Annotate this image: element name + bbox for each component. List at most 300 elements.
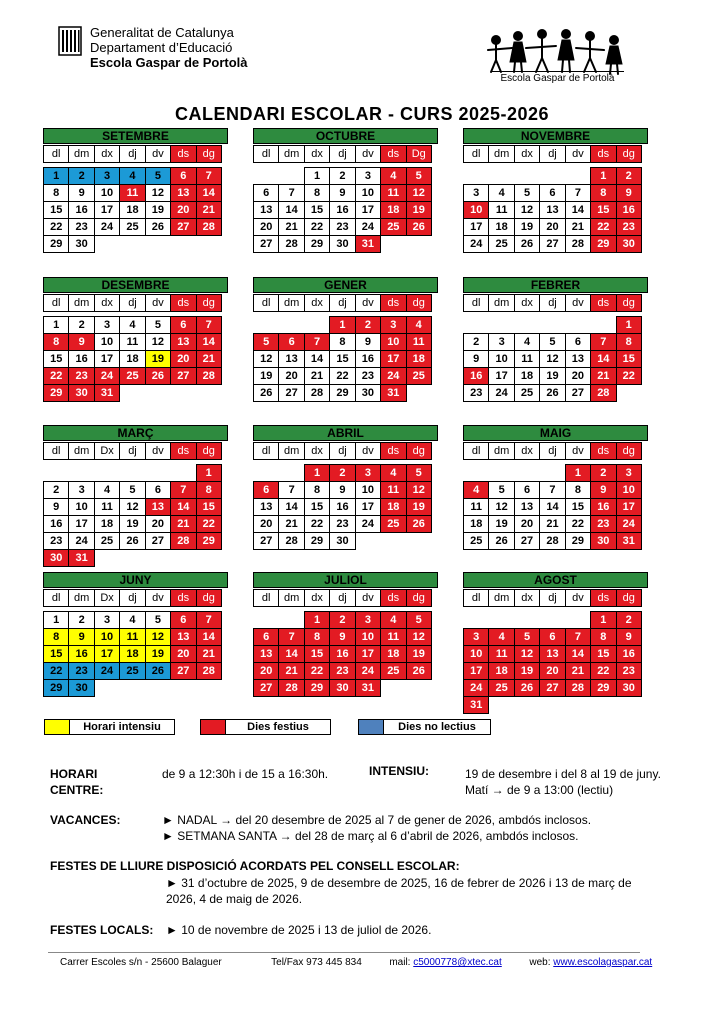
- weekday-label: dv: [565, 145, 591, 163]
- day-cell: 8: [43, 333, 69, 351]
- week-row: [253, 184, 438, 202]
- day-cell: 6: [278, 333, 304, 351]
- day-cell: 11: [119, 628, 145, 646]
- month-name: OCTUBRE: [253, 128, 438, 144]
- day-cell: 15: [196, 498, 222, 516]
- day-cell: 24: [94, 367, 120, 385]
- empty-cell: [278, 611, 304, 629]
- day-cell: 10: [463, 645, 489, 663]
- day-cell: 9: [68, 333, 94, 351]
- empty-cell: [253, 167, 279, 185]
- vacances-label: VACANCES:: [50, 813, 121, 827]
- weekday-label: dm: [488, 145, 514, 163]
- day-cell: 13: [145, 498, 171, 516]
- day-cell: 23: [68, 367, 94, 385]
- legend-label-intensiu: Horari intensiu: [69, 719, 175, 735]
- festes-line-1: ► 31 d’octubre de 2025, 9 de desembre de 2025, 16 de febrer de 2026 i 13 de març de: [166, 876, 632, 890]
- day-cell: 1: [196, 464, 222, 482]
- week-row: [253, 611, 438, 629]
- month-octubre: [253, 128, 438, 253]
- day-cell: 7: [196, 611, 222, 629]
- horari-label: HORARI: [50, 767, 98, 781]
- week-row: [463, 662, 648, 680]
- day-cell: 30: [43, 549, 69, 567]
- festes-title: FESTES DE LLIURE DISPOSICIÓ ACORDATS PEL CONSELL ESCOLAR:: [50, 859, 460, 873]
- day-cell: 29: [590, 679, 616, 697]
- day-cell: 3: [68, 481, 94, 499]
- day-cell: 24: [488, 384, 514, 402]
- festes-line-2: 2026, 4 de maig de 2026.: [166, 892, 303, 906]
- empty-cell: [539, 464, 565, 482]
- day-cell: 29: [329, 384, 355, 402]
- month-name: GENER: [253, 277, 438, 293]
- day-cell: 16: [68, 201, 94, 219]
- day-cell: 21: [565, 218, 591, 236]
- empty-cell: [304, 316, 330, 334]
- day-cell: 10: [68, 498, 94, 516]
- day-cell: 23: [463, 384, 489, 402]
- weekday-label: dg: [616, 294, 642, 312]
- day-cell: 30: [68, 679, 94, 697]
- weekday-label: dl: [463, 442, 489, 460]
- day-cell: 15: [43, 350, 69, 368]
- day-cell: 30: [616, 235, 642, 253]
- weekday-label: dv: [355, 442, 381, 460]
- weekday-label: ds: [170, 145, 196, 163]
- weekday-label: dm: [488, 442, 514, 460]
- day-cell: 17: [355, 645, 381, 663]
- day-cell: 20: [170, 201, 196, 219]
- day-cell: 29: [565, 532, 591, 550]
- weekday-label: dj: [329, 442, 355, 460]
- week-row: [463, 464, 648, 482]
- day-cell: 27: [253, 679, 279, 697]
- day-cell: 4: [94, 481, 120, 499]
- empty-cell: [488, 167, 514, 185]
- day-cell: 26: [514, 235, 540, 253]
- legend-swatch-intensiu: [44, 719, 70, 735]
- day-cell: 21: [196, 350, 222, 368]
- day-cell: 25: [94, 532, 120, 550]
- day-cell: 3: [463, 628, 489, 646]
- week-row: [463, 611, 648, 629]
- day-cell: 23: [43, 532, 69, 550]
- day-cell: 27: [145, 532, 171, 550]
- day-cell: 12: [145, 333, 171, 351]
- day-cell: 12: [488, 498, 514, 516]
- month-juliol: [253, 572, 438, 697]
- week-row: [463, 515, 648, 533]
- day-cell: 4: [514, 333, 540, 351]
- week-row: [463, 218, 648, 236]
- day-cell: 5: [539, 333, 565, 351]
- day-cell: 10: [380, 333, 406, 351]
- day-cell: 7: [278, 628, 304, 646]
- day-cell: 23: [355, 367, 381, 385]
- week-row: [253, 679, 438, 697]
- day-cell: 19: [488, 515, 514, 533]
- day-cell: 23: [68, 662, 94, 680]
- empty-cell: [514, 611, 540, 629]
- empty-cell: [463, 167, 489, 185]
- day-cell: 1: [565, 464, 591, 482]
- day-cell: 20: [145, 515, 171, 533]
- day-cell: 19: [145, 201, 171, 219]
- weekday-label: dl: [253, 589, 279, 607]
- day-cell: 10: [94, 628, 120, 646]
- day-cell: 16: [329, 498, 355, 516]
- empty-cell: [514, 167, 540, 185]
- day-cell: 24: [463, 235, 489, 253]
- day-cell: 14: [196, 333, 222, 351]
- day-cell: 11: [406, 333, 432, 351]
- day-cell: 3: [488, 333, 514, 351]
- day-cell: 21: [196, 201, 222, 219]
- weekday-label: dv: [145, 145, 171, 163]
- weekday-label: dg: [616, 589, 642, 607]
- intensiu-label: INTENSIU:: [369, 764, 429, 778]
- week-row: [43, 350, 228, 368]
- day-cell: 17: [463, 662, 489, 680]
- day-cell: 14: [565, 645, 591, 663]
- day-cell: 20: [278, 367, 304, 385]
- day-cell: 28: [196, 218, 222, 236]
- day-cell: 1: [304, 464, 330, 482]
- week-row: [253, 333, 438, 351]
- day-cell: 11: [380, 184, 406, 202]
- week-row: [43, 679, 228, 697]
- day-cell: 5: [514, 628, 540, 646]
- weekday-label: dj: [539, 294, 565, 312]
- horari-text: de 9 a 12:30h i de 15 a 16:30h.: [162, 767, 329, 781]
- empty-cell: [539, 611, 565, 629]
- day-cell: 31: [68, 549, 94, 567]
- day-cell: 6: [145, 481, 171, 499]
- weekday-label: Dx: [94, 589, 120, 607]
- day-cell: 25: [119, 218, 145, 236]
- day-cell: 6: [539, 628, 565, 646]
- week-row: [463, 628, 648, 646]
- legend-label-festius: Dies festius: [225, 719, 331, 735]
- day-cell: 7: [565, 628, 591, 646]
- week-row: [253, 498, 438, 516]
- day-cell: 17: [463, 218, 489, 236]
- day-cell: 14: [196, 628, 222, 646]
- empty-cell: [253, 464, 279, 482]
- week-row: [463, 184, 648, 202]
- footer-mail-link[interactable]: c5000778@xtec.cat: [413, 957, 502, 968]
- day-cell: 26: [145, 367, 171, 385]
- day-cell: 30: [590, 532, 616, 550]
- day-cell: 31: [94, 384, 120, 402]
- day-cell: 16: [329, 645, 355, 663]
- day-cell: 12: [514, 645, 540, 663]
- week-row: [43, 611, 228, 629]
- day-cell: 25: [380, 515, 406, 533]
- day-cell: 15: [43, 645, 69, 663]
- day-cell: 24: [355, 218, 381, 236]
- day-cell: 22: [304, 662, 330, 680]
- day-cell: 9: [68, 184, 94, 202]
- weekday-label: dl: [43, 294, 69, 312]
- weekday-label: dg: [196, 442, 222, 460]
- day-cell: 15: [43, 201, 69, 219]
- day-cell: 18: [514, 367, 540, 385]
- day-cell: 4: [488, 184, 514, 202]
- day-cell: 20: [514, 515, 540, 533]
- day-cell: 15: [304, 498, 330, 516]
- day-cell: 24: [94, 662, 120, 680]
- day-cell: 25: [380, 218, 406, 236]
- day-cell: 28: [278, 235, 304, 253]
- month-juny: [43, 572, 228, 697]
- day-cell: 31: [616, 532, 642, 550]
- day-cell: 8: [304, 184, 330, 202]
- day-cell: 10: [94, 184, 120, 202]
- legend-swatch-no-lectius: [358, 719, 384, 735]
- week-row: [43, 532, 228, 550]
- weekday-label: dm: [68, 294, 94, 312]
- day-cell: 5: [145, 167, 171, 185]
- day-cell: 29: [590, 235, 616, 253]
- day-cell: 24: [380, 367, 406, 385]
- weekday-label: dl: [43, 442, 69, 460]
- day-cell: 8: [565, 481, 591, 499]
- day-cell: 21: [278, 662, 304, 680]
- day-cell: 1: [304, 167, 330, 185]
- day-cell: 29: [304, 532, 330, 550]
- footer-divider: [48, 952, 640, 953]
- day-cell: 18: [488, 662, 514, 680]
- empty-cell: [43, 464, 69, 482]
- day-cell: 7: [278, 481, 304, 499]
- weekday-label: dx: [304, 294, 330, 312]
- day-cell: 7: [278, 184, 304, 202]
- weekday-label: dv: [355, 589, 381, 607]
- day-cell: 25: [514, 384, 540, 402]
- day-cell: 26: [406, 218, 432, 236]
- day-cell: 6: [253, 184, 279, 202]
- day-cell: 26: [145, 218, 171, 236]
- day-cell: 15: [616, 350, 642, 368]
- day-cell: 11: [119, 184, 145, 202]
- weekday-label: dm: [278, 145, 304, 163]
- day-cell: 29: [43, 679, 69, 697]
- day-cell: 24: [94, 218, 120, 236]
- day-cell: 26: [406, 662, 432, 680]
- weekday-label: dv: [565, 442, 591, 460]
- week-row: [463, 201, 648, 219]
- day-cell: 10: [355, 184, 381, 202]
- weekday-label: dv: [145, 442, 171, 460]
- day-cell: 18: [380, 645, 406, 663]
- empty-cell: [514, 316, 540, 334]
- month-setembre: [43, 128, 228, 253]
- day-cell: 8: [590, 184, 616, 202]
- week-row: [463, 481, 648, 499]
- day-cell: 15: [590, 645, 616, 663]
- day-cell: 8: [590, 628, 616, 646]
- day-cell: 29: [43, 235, 69, 253]
- empty-cell: [170, 464, 196, 482]
- weekday-header: [253, 589, 438, 607]
- empty-cell: [539, 316, 565, 334]
- week-row: [463, 316, 648, 334]
- day-cell: 20: [565, 367, 591, 385]
- day-cell: 19: [145, 645, 171, 663]
- day-cell: 2: [329, 167, 355, 185]
- weekday-label: dl: [463, 294, 489, 312]
- day-cell: 22: [43, 218, 69, 236]
- week-row: [463, 333, 648, 351]
- week-row: [43, 464, 228, 482]
- day-cell: 27: [565, 384, 591, 402]
- weekday-header: [463, 294, 648, 312]
- day-cell: 29: [304, 235, 330, 253]
- week-row: [43, 316, 228, 334]
- day-cell: 25: [380, 662, 406, 680]
- day-cell: 2: [616, 611, 642, 629]
- weekday-label: ds: [590, 294, 616, 312]
- weekday-label: dg: [196, 589, 222, 607]
- day-cell: 24: [68, 532, 94, 550]
- day-cell: 14: [565, 201, 591, 219]
- weekday-header: [463, 145, 648, 163]
- day-cell: 26: [406, 515, 432, 533]
- weekday-label: dg: [616, 442, 642, 460]
- day-cell: 11: [119, 333, 145, 351]
- month-gener: [253, 277, 438, 402]
- week-row: [253, 515, 438, 533]
- day-cell: 6: [565, 333, 591, 351]
- day-cell: 23: [616, 662, 642, 680]
- day-cell: 1: [43, 611, 69, 629]
- organization-header: [90, 25, 248, 70]
- empty-cell: [278, 167, 304, 185]
- month-name: AGOST: [463, 572, 648, 588]
- day-cell: 14: [196, 184, 222, 202]
- day-cell: 7: [590, 333, 616, 351]
- day-cell: 28: [590, 384, 616, 402]
- weekday-header: [463, 442, 648, 460]
- day-cell: 25: [463, 532, 489, 550]
- day-cell: 11: [514, 350, 540, 368]
- weekday-label: dj: [539, 589, 565, 607]
- week-row: [43, 333, 228, 351]
- day-cell: 14: [278, 201, 304, 219]
- day-cell: 28: [278, 679, 304, 697]
- weekday-label: dj: [119, 442, 145, 460]
- week-row: [463, 645, 648, 663]
- day-cell: 10: [616, 481, 642, 499]
- week-row: [463, 167, 648, 185]
- day-cell: 21: [278, 515, 304, 533]
- weekday-label: dx: [94, 145, 120, 163]
- day-cell: 9: [463, 350, 489, 368]
- day-cell: 30: [329, 679, 355, 697]
- day-cell: 4: [119, 316, 145, 334]
- day-cell: 2: [43, 481, 69, 499]
- day-cell: 12: [253, 350, 279, 368]
- week-row: [43, 628, 228, 646]
- legend-label-no-lectius: Dies no lectius: [383, 719, 491, 735]
- weekday-label: dl: [43, 589, 69, 607]
- day-cell: 13: [253, 645, 279, 663]
- day-cell: 16: [616, 645, 642, 663]
- week-row: [463, 532, 648, 550]
- day-cell: 11: [380, 628, 406, 646]
- day-cell: 19: [406, 498, 432, 516]
- day-cell: 22: [590, 218, 616, 236]
- day-cell: 22: [304, 218, 330, 236]
- weekday-label: ds: [590, 145, 616, 163]
- day-cell: 13: [278, 350, 304, 368]
- day-cell: 16: [43, 515, 69, 533]
- weekday-label: dl: [463, 589, 489, 607]
- day-cell: 21: [170, 515, 196, 533]
- day-cell: 22: [565, 515, 591, 533]
- weekday-label: ds: [380, 145, 406, 163]
- day-cell: 11: [463, 498, 489, 516]
- weekday-label: dl: [463, 145, 489, 163]
- day-cell: 8: [304, 481, 330, 499]
- week-row: [43, 549, 228, 567]
- weekday-label: dj: [329, 145, 355, 163]
- day-cell: 9: [43, 498, 69, 516]
- day-cell: 20: [253, 218, 279, 236]
- day-cell: 15: [590, 201, 616, 219]
- day-cell: 25: [406, 367, 432, 385]
- day-cell: 30: [68, 384, 94, 402]
- week-row: [43, 167, 228, 185]
- org-line-2: Departament d’Educació: [90, 40, 233, 55]
- day-cell: 17: [94, 645, 120, 663]
- day-cell: 27: [253, 235, 279, 253]
- day-cell: 22: [43, 367, 69, 385]
- day-cell: 31: [380, 384, 406, 402]
- day-cell: 1: [304, 611, 330, 629]
- day-cell: 20: [539, 662, 565, 680]
- weekday-label: dx: [304, 589, 330, 607]
- day-cell: 7: [196, 316, 222, 334]
- weekday-label: dm: [278, 589, 304, 607]
- empty-cell: [590, 316, 616, 334]
- day-cell: 9: [355, 333, 381, 351]
- day-cell: 5: [145, 316, 171, 334]
- centre-label: CENTRE:: [50, 783, 104, 797]
- day-cell: 6: [253, 481, 279, 499]
- day-cell: 10: [94, 333, 120, 351]
- day-cell: 4: [380, 167, 406, 185]
- day-cell: 26: [514, 679, 540, 697]
- footer-address: Carrer Escoles s/n - 25600 Balaguer: [60, 957, 222, 968]
- week-row: [43, 515, 228, 533]
- weekday-label: dm: [68, 145, 94, 163]
- empty-cell: [463, 316, 489, 334]
- footer-web-link[interactable]: www.escolagaspar.cat: [553, 957, 653, 968]
- day-cell: 9: [616, 184, 642, 202]
- weekday-label: ds: [170, 294, 196, 312]
- weekday-label: dm: [278, 294, 304, 312]
- day-cell: 11: [488, 201, 514, 219]
- day-cell: 16: [590, 498, 616, 516]
- weekday-label: ds: [170, 589, 196, 607]
- week-row: [253, 628, 438, 646]
- month-name: MARÇ: [43, 425, 228, 441]
- day-cell: 13: [253, 201, 279, 219]
- day-cell: 1: [43, 167, 69, 185]
- day-cell: 19: [145, 350, 171, 368]
